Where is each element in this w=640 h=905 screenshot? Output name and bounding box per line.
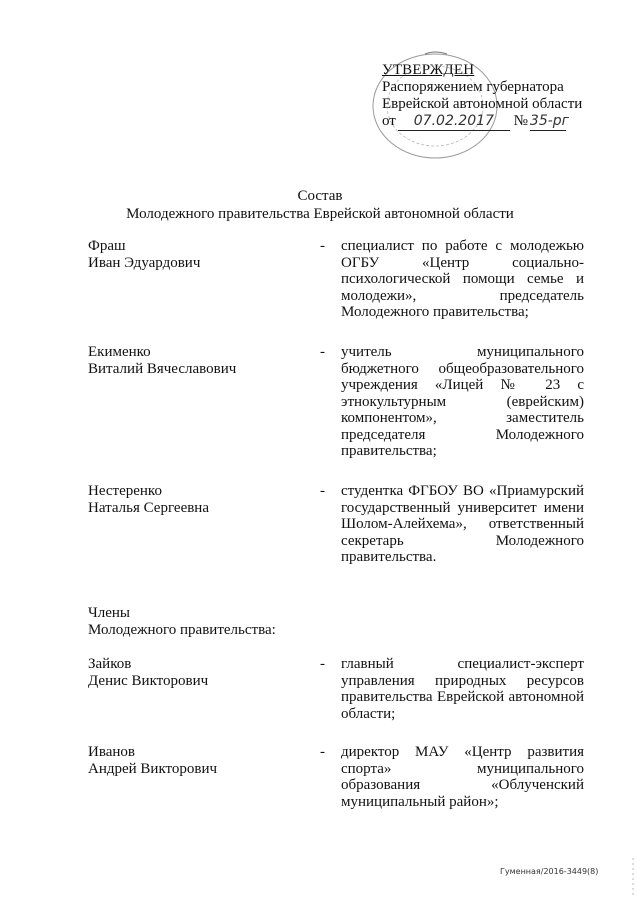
member-surname: Зайков — [88, 656, 132, 672]
member-name — [88, 744, 308, 777]
member-role: директор МАУ «Центр развития спорта» муниципального образования «Облученский муниципальный район»; — [341, 744, 584, 810]
date-prefix: от — [382, 113, 396, 129]
document-heading — [0, 187, 640, 223]
handwritten-number: 35-рг — [529, 113, 570, 129]
member-role: учитель муниципального бюджетного общеобразовательного учреждения «Лицей № 23 с этнокультурным (еврейским) компонентом», заместитель председателя Молодежного правительства; — [341, 344, 584, 459]
approval-date-line — [382, 113, 622, 131]
approval-block — [382, 62, 622, 131]
handwritten-date: 07.02.2017 — [398, 113, 510, 131]
members-section-label — [88, 605, 388, 639]
approval-line-order: Распоряжением губернатора — [382, 79, 564, 95]
member-dash: - — [320, 656, 325, 672]
member-surname: Фраш — [88, 238, 126, 254]
member-given-name: Иван Эдуардович — [88, 254, 201, 271]
member-name — [88, 238, 308, 271]
member-dash: - — [320, 238, 325, 254]
member-role: студентка ФГБОУ ВО «Приамурский государственный университет имени Шолом-Алейхема», ответственный секретарь Молодежного правительства. — [341, 483, 584, 565]
member-surname: Иванов — [88, 744, 135, 760]
members-label-line1: Члены — [88, 605, 130, 621]
member-name — [88, 656, 308, 689]
member-name — [88, 344, 308, 377]
member-surname: Екименко — [88, 344, 151, 360]
document-footer-code: Гуменная/2016-3449(8) — [500, 867, 599, 876]
approval-title: УТВЕРЖДЕН — [382, 62, 475, 78]
approval-line-region: Еврейской автономной области — [382, 96, 583, 112]
member-dash: - — [320, 744, 325, 760]
member-name — [88, 483, 308, 516]
member-dash: - — [320, 483, 325, 499]
scan-edge-mark — [630, 858, 636, 898]
heading-subtitle: Молодежного правительства Еврейской автономной области — [126, 206, 514, 222]
member-given-name: Андрей Викторович — [88, 760, 218, 777]
member-given-name: Денис Викторович — [88, 672, 209, 689]
member-role: главный специалист-эксперт управления природных ресурсов правительства Еврейской автономной области; — [341, 656, 584, 722]
heading-title: Состав — [297, 188, 343, 204]
member-surname: Нестеренко — [88, 483, 162, 499]
member-dash: - — [320, 344, 325, 360]
member-given-name: Наталья Сергеевна — [88, 499, 209, 516]
members-label-line2: Молодежного правительства: — [88, 622, 276, 638]
member-role: специалист по работе с молодежью ОГБУ «Центр социально-психологической помощи семье и молодежи», председатель Молодежного правительства; — [341, 238, 584, 320]
number-prefix: № — [513, 113, 528, 129]
member-given-name: Виталий Вячеславович — [88, 360, 237, 377]
